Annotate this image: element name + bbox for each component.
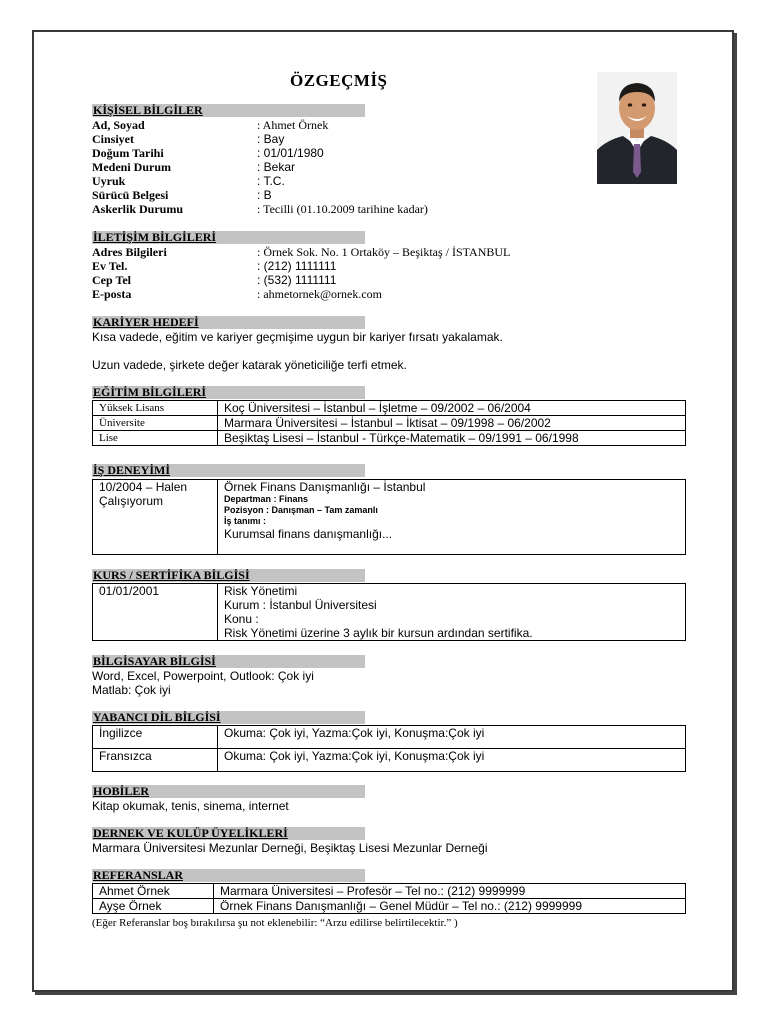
contact-row xyxy=(92,259,692,273)
personal-row xyxy=(92,132,692,146)
contact-label: E-posta xyxy=(92,287,132,301)
education-detail: Beşiktaş Lisesi – İstanbul - Türkçe-Matematik – 09/1991 – 06/1998 xyxy=(218,431,686,446)
courses-table xyxy=(92,583,686,641)
experience-detail-cell xyxy=(218,480,686,555)
experience-department: Departman : Finans xyxy=(224,494,309,504)
clubs-text: Marmara Üniversitesi Mezunlar Derneği, Beşiktaş Lisesi Mezunlar Derneği xyxy=(92,841,488,855)
section-heading-hobbies: HOBİLER xyxy=(92,785,365,798)
contact-label: Adres Bilgileri xyxy=(92,245,167,259)
experience-job-description: Kurumsal finans danışmanlığı... xyxy=(224,527,393,541)
section-heading-experience: İŞ DENEYİMİ xyxy=(92,464,365,477)
course-description: Risk Yönetimi üzerine 3 aylık bir kursun ardından sertifika. xyxy=(224,626,533,640)
personal-row xyxy=(92,188,692,202)
personal-row xyxy=(92,174,692,188)
experience-position: Pozisyon : Danışman – Tam zamanlı xyxy=(224,505,378,515)
education-level: Lise xyxy=(93,431,218,446)
computer-skills-line: Word, Excel, Powerpoint, Outlook: Çok iyi xyxy=(92,669,314,683)
computer-skills-line: Matlab: Çok iyi xyxy=(92,683,171,697)
section-heading-references: REFERANSLAR xyxy=(92,869,365,882)
contact-row xyxy=(92,273,692,287)
hobbies-text: Kitap okumak, tenis, sinema, internet xyxy=(92,799,289,813)
personal-row xyxy=(92,146,692,160)
table-row xyxy=(93,749,686,772)
language-name: Fransızca xyxy=(93,749,218,772)
section-heading-education: EĞİTİM BİLGİLERİ xyxy=(92,386,365,399)
table-row xyxy=(93,726,686,749)
section-heading-clubs: DERNEK VE KULÜP ÜYELİKLERİ xyxy=(92,827,365,840)
contact-label: Cep Tel xyxy=(92,273,132,287)
reference-detail: Marmara Üniversitesi – Profesör – Tel no.: (212) 9999999 xyxy=(214,884,686,899)
personal-label: Askerlik Durumu xyxy=(92,202,184,216)
education-detail: Koç Üniversitesi – İstanbul – İşletme – 09/2002 – 06/2004 xyxy=(218,401,686,416)
contact-value: : Örnek Sok. No. 1 Ortaköy – Beşiktaş / İSTANBUL xyxy=(257,245,511,259)
section-heading-career: KARİYER HEDEFİ xyxy=(92,316,365,329)
table-row xyxy=(93,584,686,641)
education-level: Üniversite xyxy=(93,416,218,431)
course-date: 01/01/2001 xyxy=(93,584,218,641)
reference-name: Ayşe Örnek xyxy=(93,899,214,914)
personal-label: Cinsiyet xyxy=(92,132,134,146)
career-long-term: Uzun vadede, şirkete değer katarak yöneticiliğe terfi etmek. xyxy=(92,358,407,372)
personal-value: : Ahmet Örnek xyxy=(257,118,329,132)
experience-company: Örnek Finans Danışmanlığı – İstanbul xyxy=(224,480,426,494)
section-heading-computer: BİLGİSAYAR BİLGİSİ xyxy=(92,655,365,668)
personal-label: Medeni Durum xyxy=(92,160,171,174)
experience-job-label: İş tanımı : xyxy=(224,516,267,526)
section-heading-courses: KURS / SERTİFİKA BİLGİSİ xyxy=(92,569,365,582)
personal-label: Doğum Tarihi xyxy=(92,146,164,160)
personal-value: : Bay xyxy=(257,132,285,146)
contact-value: : (212) 1111111 xyxy=(257,259,337,273)
education-detail: Marmara Üniversitesi – İstanbul – İktisat – 09/1998 – 06/2002 xyxy=(218,416,686,431)
contact-info-list xyxy=(92,245,692,301)
languages-table xyxy=(92,725,686,772)
cv-document xyxy=(32,30,734,992)
language-name: İngilizce xyxy=(93,726,218,749)
course-name: Risk Yönetimi xyxy=(224,584,298,598)
education-table xyxy=(92,400,686,446)
personal-row xyxy=(92,160,692,174)
contact-value: : ahmetornek@ornek.com xyxy=(257,287,383,301)
course-institution: Kurum : İstanbul Üniversitesi xyxy=(224,598,377,612)
personal-label: Uyruk xyxy=(92,174,126,188)
personal-row xyxy=(92,118,692,132)
table-row xyxy=(93,431,686,446)
experience-period: 10/2004 – Halen Çalışıyorum xyxy=(93,480,218,555)
contact-label: Ev Tel. xyxy=(92,259,128,273)
table-row xyxy=(93,899,686,914)
personal-label: Ad, Soyad xyxy=(92,118,145,132)
table-row xyxy=(93,884,686,899)
personal-row xyxy=(92,202,692,216)
table-row xyxy=(93,401,686,416)
course-detail-cell xyxy=(218,584,686,641)
reference-detail: Örnek Finans Danışmanlığı – Genel Müdür – Tel no.: (212) 9999999 xyxy=(214,899,686,914)
section-heading-contact: İLETİŞİM BİLGİLERİ xyxy=(92,231,365,244)
personal-value: : Tecilli (01.10.2009 tarihine kadar) xyxy=(257,202,428,216)
personal-value: : B xyxy=(257,188,272,202)
reference-name: Ahmet Örnek xyxy=(93,884,214,899)
personal-label: Sürücü Belgesi xyxy=(92,188,169,202)
section-heading-personal: KİŞİSEL BİLGİLER xyxy=(92,104,365,117)
contact-value: : (532) 1111111 xyxy=(257,273,337,287)
education-level: Yüksek Lisans xyxy=(93,401,218,416)
references-note: (Eğer Referanslar boş bırakılırsa şu not eklenebilir: “Arzu edilirse belirtilecektir.” ) xyxy=(92,917,458,929)
table-row xyxy=(93,416,686,431)
experience-table xyxy=(92,479,686,555)
document-title: ÖZGEÇMİŞ xyxy=(290,71,388,90)
course-topic: Konu : xyxy=(224,612,259,626)
references-table xyxy=(92,883,686,914)
contact-row xyxy=(92,287,692,301)
section-heading-languages: YABANCI DİL BİLGİSİ xyxy=(92,711,365,724)
language-level: Okuma: Çok iyi, Yazma:Çok iyi, Konuşma:Çok iyi xyxy=(218,726,686,749)
table-row xyxy=(93,480,686,555)
personal-value: : Bekar xyxy=(257,160,296,174)
language-level: Okuma: Çok iyi, Yazma:Çok iyi, Konuşma:Çok iyi xyxy=(218,749,686,772)
contact-row xyxy=(92,245,692,259)
personal-value: : T.C. xyxy=(257,174,285,188)
career-short-term: Kısa vadede, eğitim ve kariyer geçmişime uygun bir kariyer fırsatı yakalamak. xyxy=(92,330,503,344)
personal-info-list xyxy=(92,118,692,216)
personal-value: : 01/01/1980 xyxy=(257,146,324,160)
